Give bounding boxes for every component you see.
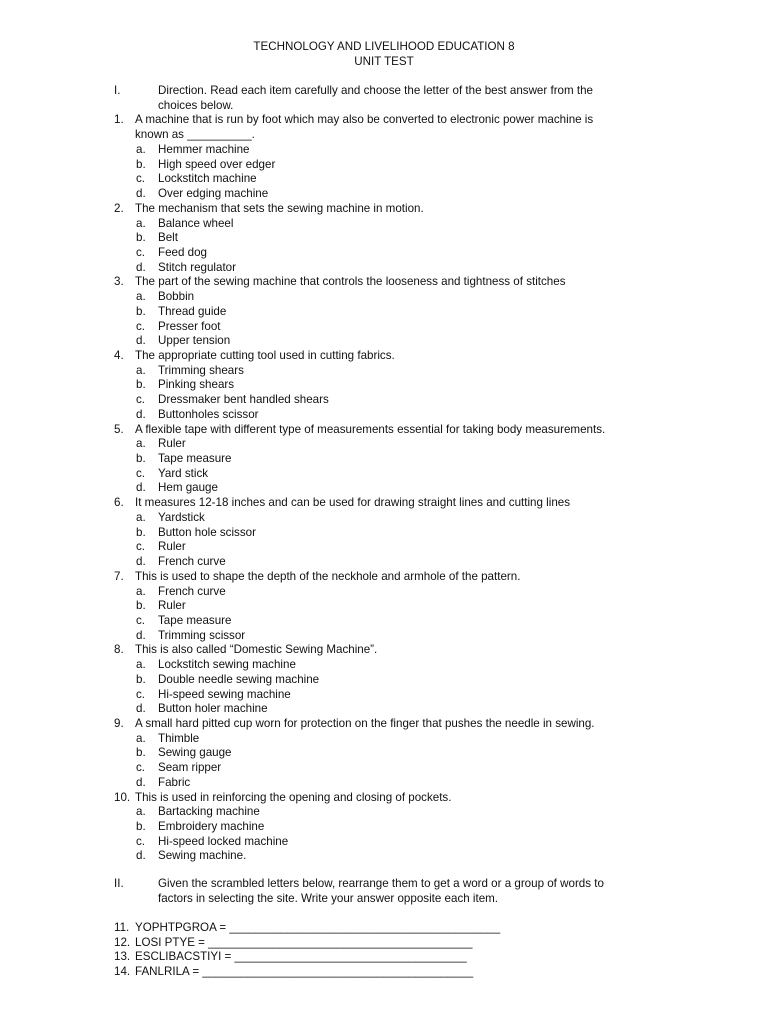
option-text: Trimming shears bbox=[158, 363, 244, 377]
option-text: Bartacking machine bbox=[158, 805, 260, 819]
option-letter: c. bbox=[136, 245, 146, 259]
option-letter: b. bbox=[136, 304, 146, 318]
question-number: 10. bbox=[114, 790, 131, 804]
option-letter: d. bbox=[136, 260, 146, 274]
part-two-direction-line: factors in selecting the site. Write your answer opposite each item. bbox=[158, 891, 499, 905]
document-subtitle: UNIT TEST bbox=[354, 55, 414, 68]
option-letter: a. bbox=[136, 805, 146, 819]
option-text: Hi-speed sewing machine bbox=[158, 687, 291, 701]
option-letter: b. bbox=[136, 672, 146, 686]
question-text: It measures 12-18 inches and can be used for drawing straight lines and cutting lines bbox=[135, 496, 571, 510]
option-text: Seam ripper bbox=[158, 761, 222, 775]
scrambled-item-text: YOPHTPGROA = __________________________________________ bbox=[135, 921, 501, 934]
option-letter: a. bbox=[136, 363, 146, 377]
option-text: Yardstick bbox=[158, 510, 205, 524]
option-text: Tape measure bbox=[158, 613, 232, 627]
option-letter: d. bbox=[136, 555, 146, 568]
option-letter: d. bbox=[136, 481, 146, 495]
option-letter: b. bbox=[136, 599, 146, 613]
option-letter: c. bbox=[136, 687, 146, 701]
option-letter: c. bbox=[136, 393, 146, 407]
option-letter: b. bbox=[136, 378, 146, 392]
part-one-label: I. bbox=[114, 84, 121, 97]
scrambled-item-number: 13. bbox=[114, 950, 131, 964]
scrambled-item-number: 12. bbox=[114, 935, 131, 949]
option-text: Hemmer machine bbox=[158, 142, 250, 156]
option-letter: c. bbox=[136, 761, 146, 775]
option-letter: d. bbox=[136, 334, 146, 348]
option-text: Ruler bbox=[158, 540, 186, 554]
option-text: Belt bbox=[158, 231, 178, 245]
option-text: Ruler bbox=[158, 599, 186, 613]
option-letter: a. bbox=[136, 731, 146, 745]
question-text: This is used to shape the depth of the neckhole and armhole of the pattern. bbox=[135, 569, 521, 583]
option-text: Yard stick bbox=[158, 466, 209, 480]
option-letter: a. bbox=[136, 142, 146, 156]
question-text: This is used in reinforcing the opening and closing of pockets. bbox=[135, 790, 452, 804]
question-number: 7. bbox=[114, 569, 124, 583]
question-number: 8. bbox=[114, 643, 124, 657]
option-text: Feed dog bbox=[158, 245, 207, 259]
question-text: This is also called “Domestic Sewing Machine”. bbox=[135, 643, 378, 657]
option-text: Upper tension bbox=[158, 334, 231, 348]
option-letter: a. bbox=[136, 658, 146, 672]
option-text: Ruler bbox=[158, 437, 186, 451]
option-letter: b. bbox=[136, 231, 146, 245]
part-two-direction-line: Given the scrambled letters below, rearrange them to get a word or a group of words to bbox=[158, 877, 604, 890]
option-text: Sewing gauge bbox=[158, 746, 232, 760]
option-text: Balance wheel bbox=[158, 216, 234, 230]
option-letter: b. bbox=[136, 525, 146, 539]
option-letter: d. bbox=[136, 407, 146, 421]
option-text: High speed over edger bbox=[158, 157, 276, 171]
option-text: Button holer machine bbox=[158, 702, 268, 716]
option-letter: d. bbox=[136, 187, 146, 200]
question-number: 4. bbox=[114, 349, 124, 362]
question-number: 3. bbox=[114, 275, 124, 289]
part-two-label: II. bbox=[114, 877, 124, 890]
option-text: Embroidery machine bbox=[158, 820, 265, 833]
question-text: A small hard pitted cup worn for protection on the finger that pushes the needle in sewing. bbox=[135, 717, 595, 730]
part-one-direction-line: choices below. bbox=[158, 98, 234, 112]
option-letter: c. bbox=[136, 834, 146, 848]
option-text: Pinking shears bbox=[158, 378, 235, 392]
option-text: Stitch regulator bbox=[158, 260, 236, 274]
option-letter: a. bbox=[136, 290, 146, 304]
scrambled-item-text: ESCLIBACSTIYI = ____________________________________ bbox=[135, 950, 467, 964]
option-letter: c. bbox=[136, 540, 146, 554]
option-letter: b. bbox=[136, 157, 146, 171]
question-number: 6. bbox=[114, 496, 124, 510]
option-letter: b. bbox=[136, 452, 146, 465]
option-letter: a. bbox=[136, 437, 146, 451]
option-text: Sewing machine. bbox=[158, 849, 247, 863]
question-number: 1. bbox=[114, 113, 124, 127]
option-text: Lockstitch machine bbox=[158, 172, 257, 186]
option-letter: d. bbox=[136, 849, 146, 863]
question-text: The mechanism that sets the sewing machine in motion. bbox=[135, 201, 424, 215]
option-text: Tape measure bbox=[158, 452, 232, 465]
option-text: Thimble bbox=[158, 731, 200, 745]
question-text: A flexible tape with different type of measurements essential for taking body measurements. bbox=[135, 422, 606, 436]
option-text: French curve bbox=[158, 584, 226, 598]
option-letter: c. bbox=[136, 613, 146, 627]
option-text: Buttonholes scissor bbox=[158, 407, 259, 421]
option-text: Trimming scissor bbox=[158, 628, 246, 642]
option-text: Button hole scissor bbox=[158, 525, 256, 539]
question-text: The appropriate cutting tool used in cutting fabrics. bbox=[135, 349, 395, 362]
option-text: Hi-speed locked machine bbox=[158, 834, 289, 848]
option-letter: a. bbox=[136, 216, 146, 230]
option-text: Fabric bbox=[158, 775, 191, 789]
option-letter: d. bbox=[136, 628, 146, 642]
option-letter: c. bbox=[136, 319, 146, 333]
option-letter: d. bbox=[136, 775, 146, 789]
option-text: Bobbin bbox=[158, 290, 195, 304]
option-letter: c. bbox=[136, 172, 146, 186]
scrambled-item-number: 11. bbox=[114, 921, 130, 934]
option-text: Thread guide bbox=[158, 304, 227, 318]
option-text: French curve bbox=[158, 555, 226, 568]
option-text: Over edging machine bbox=[158, 187, 269, 200]
question-number: 5. bbox=[114, 422, 124, 436]
option-text: Lockstitch sewing machine bbox=[158, 658, 296, 672]
option-letter: a. bbox=[136, 510, 146, 524]
option-letter: a. bbox=[136, 584, 146, 598]
question-text: The part of the sewing machine that controls the looseness and tightness of stitches bbox=[135, 275, 566, 289]
option-letter: b. bbox=[136, 746, 146, 760]
option-text: Double needle sewing machine bbox=[158, 672, 320, 686]
option-letter: d. bbox=[136, 702, 146, 716]
question-text: known as __________. bbox=[135, 128, 255, 142]
scrambled-item-text: LOSI PTYE = _________________________________________ bbox=[135, 935, 473, 949]
option-letter: b. bbox=[136, 820, 146, 833]
option-letter: c. bbox=[136, 466, 146, 480]
document-title: TECHNOLOGY AND LIVELIHOOD EDUCATION 8 bbox=[253, 40, 515, 53]
option-text: Presser foot bbox=[158, 319, 221, 333]
option-text: Dressmaker bent handled shears bbox=[158, 393, 329, 407]
option-text: Hem gauge bbox=[158, 481, 218, 495]
question-number: 2. bbox=[114, 201, 124, 215]
question-number: 9. bbox=[114, 717, 124, 730]
part-one-direction-line: Direction. Read each item carefully and choose the letter of the best answer from the bbox=[158, 84, 593, 97]
scrambled-item-number: 14. bbox=[114, 965, 131, 979]
question-text: A machine that is run by foot which may also be converted to electronic power machine is bbox=[135, 113, 594, 127]
scrambled-item-text: FANLRILA = __________________________________________ bbox=[135, 965, 474, 979]
